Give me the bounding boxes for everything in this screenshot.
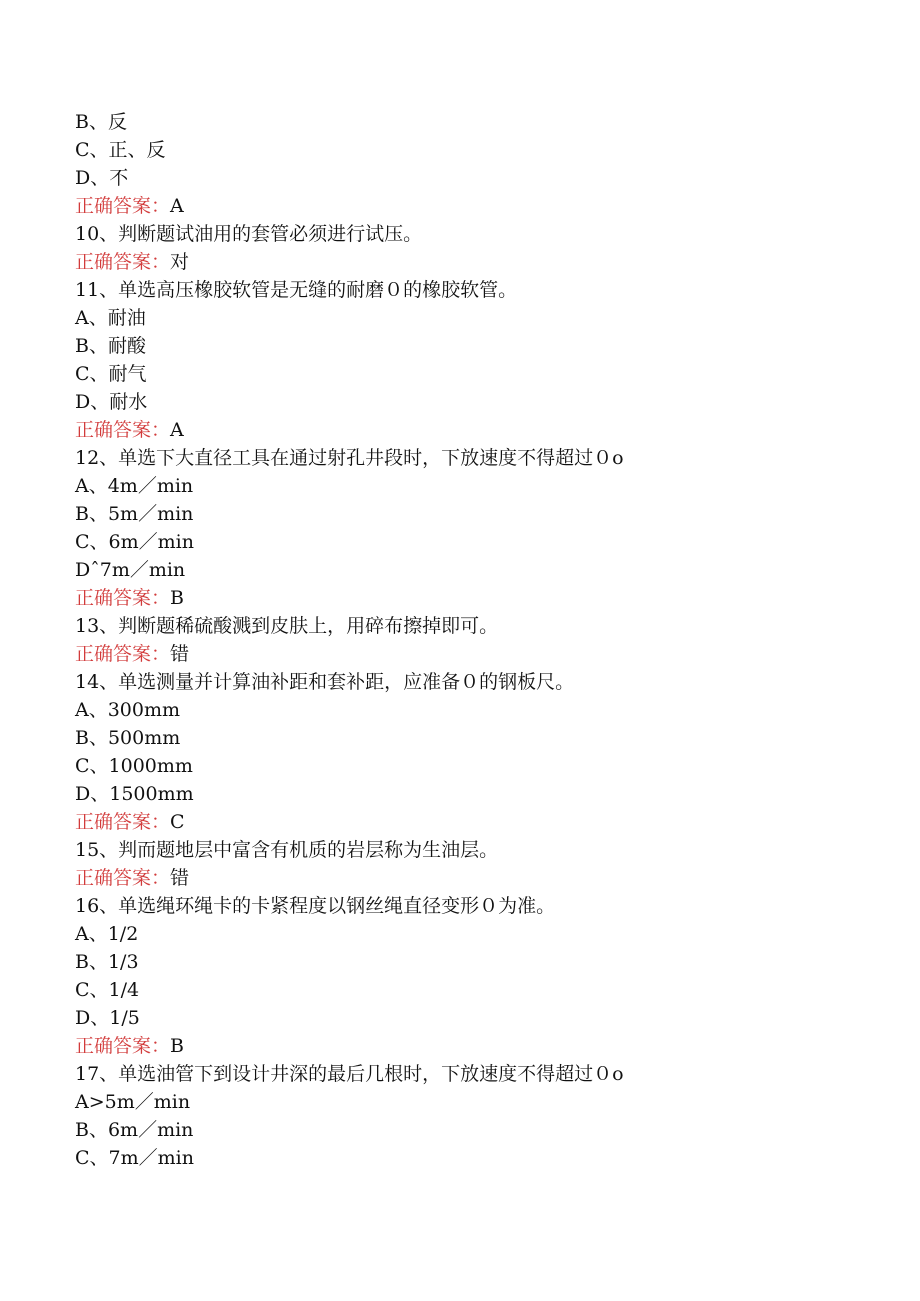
option-text: C、1000mm xyxy=(75,755,193,777)
question-text: 12、单选下大直径工具在通过射孔井段时，下放速度不得超过０o xyxy=(75,447,624,469)
answer-value: 对 xyxy=(170,251,190,273)
answer-label: 正确答案： xyxy=(75,1035,171,1057)
answer-label: 正确答案： xyxy=(75,195,171,217)
answer-line xyxy=(75,416,855,444)
option-text: C、1/4 xyxy=(75,979,140,1001)
answer-line xyxy=(75,1032,855,1060)
question-text: 10、判断题试油用的套管必须进行试压。 xyxy=(75,223,423,245)
question-text: 17、单选油管下到设计井深的最后几根时，下放速度不得超过０o xyxy=(75,1063,624,1085)
option-text: D、耐水 xyxy=(75,391,148,413)
answer-label: 正确答案： xyxy=(75,643,171,665)
option-text: A、4m／min xyxy=(75,475,194,497)
question-text: 16、单选绳环绳卡的卡紧程度以钢丝绳直径变形０为准。 xyxy=(75,895,556,917)
answer-value: C xyxy=(170,811,185,833)
option-text: A、1/2 xyxy=(75,923,139,945)
option-text: C、正、反 xyxy=(75,139,166,161)
answer-label: 正确答案： xyxy=(75,867,171,889)
answer-label: 正确答案： xyxy=(75,811,171,833)
answer-line xyxy=(75,640,855,668)
answer-value: A xyxy=(170,419,184,441)
answer-label: 正确答案： xyxy=(75,251,171,273)
answer-line xyxy=(75,864,855,892)
answer-line xyxy=(75,192,855,220)
answer-line xyxy=(75,584,855,612)
option-text: B、1/3 xyxy=(75,951,139,973)
option-text: B、反 xyxy=(75,111,127,133)
answer-value: B xyxy=(170,587,184,609)
option-text: C、耐气 xyxy=(75,363,147,385)
option-text: Dˆ7m／min xyxy=(75,559,186,581)
option-text: A、耐油 xyxy=(75,307,146,329)
option-text: B、6m／min xyxy=(75,1119,194,1141)
answer-value: A xyxy=(170,195,184,217)
option-text: D、1/5 xyxy=(75,1007,140,1029)
answer-label: 正确答案： xyxy=(75,587,171,609)
question-text: 13、判断题稀硫酸溅到皮肤上，用碎布擦掉即可。 xyxy=(75,615,499,637)
option-text: C、6m／min xyxy=(75,531,194,553)
question-text: 15、判而题地层中富含有机质的岩层称为生油层。 xyxy=(75,839,499,861)
question-list xyxy=(75,108,855,1172)
option-text: A>5m／min xyxy=(75,1091,191,1113)
option-text: C、7m／min xyxy=(75,1147,194,1169)
answer-value: 错 xyxy=(170,867,190,889)
answer-value: B xyxy=(170,1035,184,1057)
answer-line xyxy=(75,808,855,836)
option-text: D、1500mm xyxy=(75,783,194,805)
option-text: A、300mm xyxy=(75,699,181,721)
answer-line xyxy=(75,248,855,276)
option-text: D、不 xyxy=(75,167,129,189)
answer-value: 错 xyxy=(170,643,190,665)
option-text: B、耐酸 xyxy=(75,335,146,357)
answer-label: 正确答案： xyxy=(75,419,171,441)
question-text: 14、单选测量并计算油补距和套补距，应准备０的钢板尺。 xyxy=(75,671,575,693)
option-text: B、5m／min xyxy=(75,503,194,525)
question-text: 11、单选高压橡胶软管是无缝的耐磨０的橡胶软管。 xyxy=(75,279,518,301)
option-text: B、500mm xyxy=(75,727,181,749)
